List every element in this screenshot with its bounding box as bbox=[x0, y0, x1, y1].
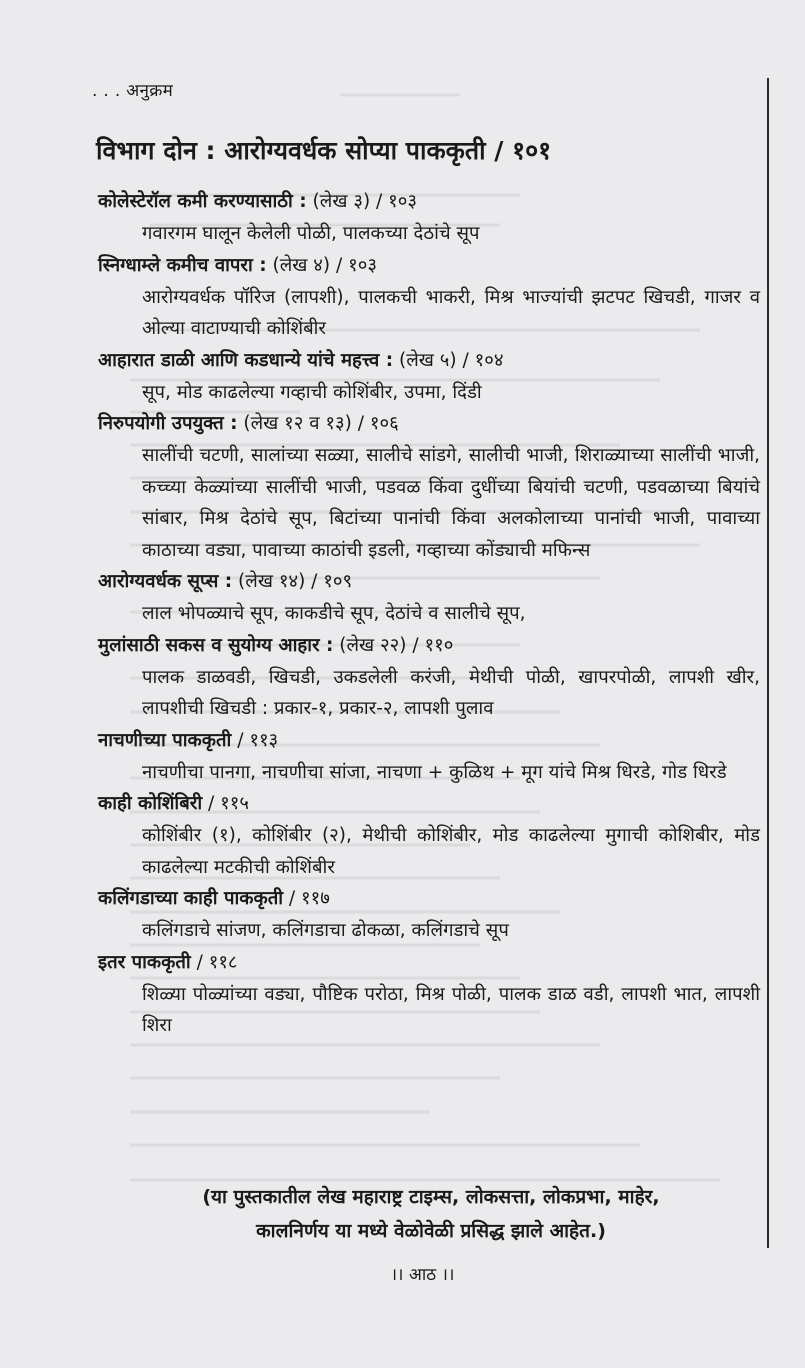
entry-recipes: कलिंगडाचे सांजण, कलिंगडाचा ढोकळा, कलिंगडाचे सूप bbox=[142, 920, 509, 941]
entry-recipes: आरोग्यवर्धक पॉरिज (लापशी), पालकची भाकरी, मिश्र भाज्यांची झटपट खिचडी, गाजर व ओल्या वाटाण्याची कोशिंबीर bbox=[142, 286, 760, 339]
page-number bbox=[0, 1262, 805, 1285]
part-title: विभाग दोन : आरोग्यवर्धक सोप्या पाककृती / १०१ bbox=[96, 136, 552, 165]
entry-page-ref: (लेख १४) / १०९ bbox=[232, 571, 353, 592]
page-margin-rule bbox=[767, 78, 769, 1248]
entry-recipes: शिळ्या पोळ्यांच्या वड्या, पौष्टिक परोठा, मिश्र पोळी, पालक डाळ वडी, लापशी भात, लापशी शिरा bbox=[142, 983, 760, 1036]
entry-title: आहारात डाळी आणि कडधान्ये यांचे महत्त्व : bbox=[98, 349, 394, 371]
entry-title: इतर पाककृती bbox=[98, 951, 191, 973]
publication-note-line: (या पुस्तकातील लेख महाराष्ट्र टाइम्स, लोकसत्ता, लोकप्रभा, माहेर, bbox=[202, 1186, 660, 1208]
contents-entry bbox=[98, 630, 762, 725]
entry-recipes: लाल भोपळ्याचे सूप, काकडीचे सूप, देठांचे व सालीचे सूप, bbox=[142, 603, 526, 624]
entry-recipes: सालींची चटणी, सालांच्या सळ्या, सालीचे सांडगे, सालीची भाजी, शिराळ्याच्या सालींची भाजी, कच्च्या केळ्यांच्या सालींची भाजी, पडवळ किंवा दुधींच्या बियांची चटणी, पडवळाच्या बियांचे सांबार, मिश्र देठांचे सूप, बिटांच्या पानांची किंवा अलकोलाच्या पानांची भाजी, पावाच्या काठाच्या वड्या, पावाच्या काठांची इडली, गव्हाच्या कोंड्याची मफिन्स bbox=[142, 445, 760, 561]
entry-recipes: पालक डाळवडी, खिचडी, उकडलेली करंजी, मेथीची पोळी, खापरपोळी, लापशी खीर, लापशीची खिचडी : प्रकार-१, प्रकार-२, लापशी पुलाव bbox=[142, 666, 760, 719]
publication-note-line: कालनिर्णय या मध्ये वेळोवेळी प्रसिद्ध झाले आहेत.) bbox=[256, 1220, 606, 1242]
entry-title: आरोग्यवर्धक सूप्स : bbox=[98, 571, 233, 592]
entry-page-ref: (लेख १२ व १३) / १०६ bbox=[237, 413, 399, 434]
entry-heading[interactable] bbox=[98, 408, 762, 440]
entry-heading[interactable] bbox=[98, 947, 762, 979]
entry-page-ref: / ११८ bbox=[190, 951, 238, 973]
page-number-text: ।। आठ ।। bbox=[390, 1265, 455, 1285]
entry-heading[interactable] bbox=[98, 566, 762, 598]
entry-title: नाचणीच्या पाककृती bbox=[98, 729, 232, 751]
contents-entry bbox=[98, 408, 762, 566]
contents-entry bbox=[98, 947, 762, 1042]
entry-recipes: नाचणीचा पानगा, नाचणीचा सांजा, नाचणा + कुळिथ + मूग यांचे मिश्र धिरडे, गोड धिरडे bbox=[142, 761, 727, 783]
publication-note bbox=[96, 1180, 766, 1248]
contents-entry bbox=[98, 186, 762, 250]
contents-entry bbox=[98, 883, 762, 947]
entry-heading[interactable] bbox=[98, 630, 762, 662]
entry-page-ref: / ११७ bbox=[283, 888, 330, 909]
entry-heading[interactable] bbox=[98, 883, 762, 915]
entry-heading[interactable] bbox=[98, 250, 762, 282]
entry-page-ref: (लेख ५) / १०४ bbox=[393, 349, 504, 371]
entry-title: काही कोशिंबिरी bbox=[98, 793, 203, 814]
entry-heading[interactable] bbox=[98, 788, 762, 820]
contents-entry bbox=[98, 725, 762, 789]
running-header: . . . अनुक्रम bbox=[92, 81, 174, 101]
entry-recipes: कोशिंबीर (१), कोशिंबीर (२), मेथीची कोशिंबीर, मोड काढलेल्या मुगाची कोशिबीर, मोड काढलेल्या मटकीची कोशिंबीर bbox=[142, 825, 760, 878]
entry-recipes: सूप, मोड काढलेल्या गव्हाची कोशिंबीर, उपमा, दिंडी bbox=[142, 381, 482, 403]
entry-heading[interactable] bbox=[98, 345, 762, 377]
contents-list bbox=[98, 186, 762, 1042]
entry-title: निरुपयोगी उपयुक्त : bbox=[98, 413, 238, 434]
entry-title: कलिंगडाच्या काही पाककृती bbox=[98, 888, 284, 909]
entry-heading[interactable] bbox=[98, 186, 762, 218]
entry-page-ref: / ११३ bbox=[231, 729, 279, 751]
entry-recipes: गवारगम घालून केलेली पोळी, पालकच्या देठांचे सूप bbox=[142, 223, 480, 244]
entry-page-ref: (लेख २२) / ११० bbox=[333, 634, 454, 656]
entry-page-ref: / ११५ bbox=[202, 793, 249, 814]
entry-title: मुलांसाठी सकस व सुयोग्य आहार : bbox=[98, 634, 334, 656]
contents-entry bbox=[98, 566, 762, 630]
entry-heading[interactable] bbox=[98, 725, 762, 757]
contents-entry bbox=[98, 345, 762, 409]
entry-title: स्निग्धाम्ले कमीच वापरा : bbox=[98, 254, 267, 276]
entry-page-ref: (लेख ३) / १०३ bbox=[306, 191, 418, 212]
contents-entry bbox=[98, 788, 762, 883]
entry-page-ref: (लेख ४) / १०३ bbox=[266, 254, 377, 276]
contents-entry bbox=[98, 250, 762, 345]
entry-title: कोलेस्टेरॉल कमी करण्यासाठी : bbox=[98, 191, 307, 212]
